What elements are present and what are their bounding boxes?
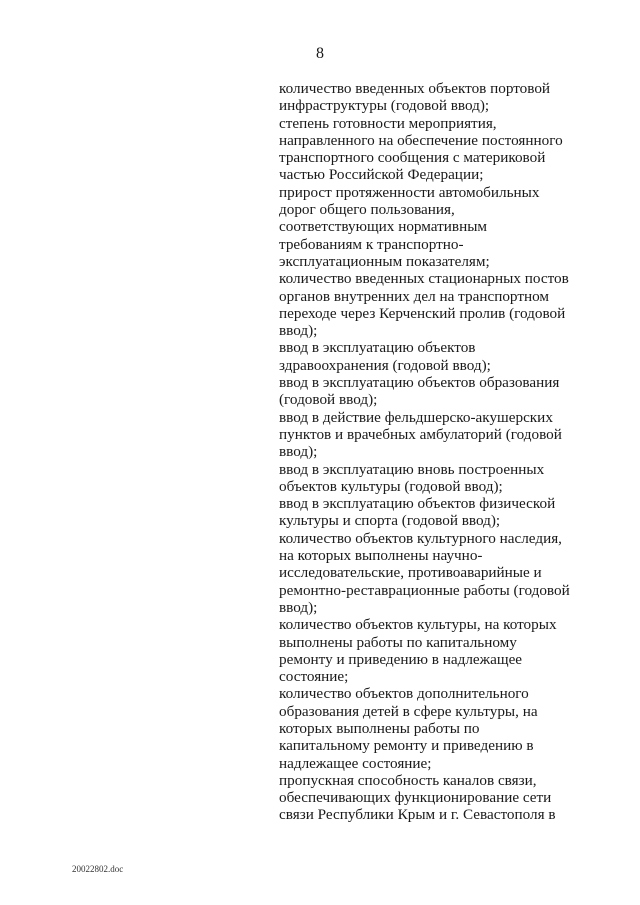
text-line: количество объектов культурного наследия, <box>279 529 562 547</box>
text-line: капитальному ремонту и приведению в <box>279 737 534 755</box>
document-body <box>279 80 579 824</box>
text-line: требованиям к транспортно- <box>279 235 464 253</box>
text-line: инфраструктуры (годовой ввод); <box>279 97 490 115</box>
text-line: ввод в эксплуатацию объектов физической <box>279 495 556 513</box>
text-line: степень готовности мероприятия, <box>279 114 497 132</box>
text-line: образования детей в сфере культуры, на <box>279 702 538 720</box>
text-line: на которых выполнены научно- <box>279 547 483 565</box>
text-line: ввод в эксплуатацию объектов образования <box>279 374 560 392</box>
text-line: эксплуатационным показателям; <box>279 252 490 270</box>
text-line: связи Республики Крым и г. Севастополя в <box>279 806 556 824</box>
text-line: надлежащее состояние; <box>279 754 432 772</box>
text-line: органов внутренних дел на транспортном <box>279 287 550 305</box>
text-line: ввод в эксплуатацию объектов <box>279 339 476 357</box>
text-line: направленного на обеспечение постоянного <box>279 131 563 149</box>
text-line: ввод); <box>279 443 318 461</box>
text-line: пропускная способность каналов связи, <box>279 771 537 789</box>
text-line: исследовательские, противоаварийные и <box>279 564 542 582</box>
footer-filename: 20022802.doc <box>72 864 124 874</box>
text-line: частью Российской Федерации; <box>279 166 484 184</box>
text-line: состояние; <box>279 668 349 686</box>
text-line: ввод в эксплуатацию вновь построенных <box>279 460 545 478</box>
text-line: количество введенных стационарных постов <box>279 270 569 288</box>
text-line: объектов культуры (годовой ввод); <box>279 477 503 495</box>
text-line: (годовой ввод); <box>279 391 378 409</box>
text-line: здравоохранения (годовой ввод); <box>279 356 491 374</box>
text-line: ремонтно-реставрационные работы (годовой <box>279 581 570 599</box>
text-line: количество объектов дополнительного <box>279 685 529 703</box>
text-line: ввод в действие фельдшерско-акушерских <box>279 408 553 426</box>
text-line: культуры и спорта (годовой ввод); <box>279 512 501 530</box>
text-line: количество введенных объектов портовой <box>279 80 551 97</box>
text-line: дорог общего пользования, <box>279 201 455 219</box>
text-line: переходе через Керченский пролив (годовой <box>279 304 566 322</box>
text-line: которых выполнены работы по <box>279 719 480 737</box>
text-line: ввод); <box>279 322 318 340</box>
text-line: выполнены работы по капитальному <box>279 633 517 651</box>
text-line: прирост протяженности автомобильных <box>279 183 540 201</box>
text-line: пунктов и врачебных амбулаторий (годовой <box>279 425 562 443</box>
text-line: ввод); <box>279 598 318 616</box>
text-line: количество объектов культуры, на которых <box>279 616 557 634</box>
text-line: обеспечивающих функционирование сети <box>279 789 552 807</box>
text-line: транспортного сообщения с материковой <box>279 149 546 167</box>
page-number: 8 <box>316 45 324 62</box>
text-line: ремонту и приведению в надлежащее <box>279 650 523 668</box>
text-line: соответствующих нормативным <box>279 218 488 236</box>
